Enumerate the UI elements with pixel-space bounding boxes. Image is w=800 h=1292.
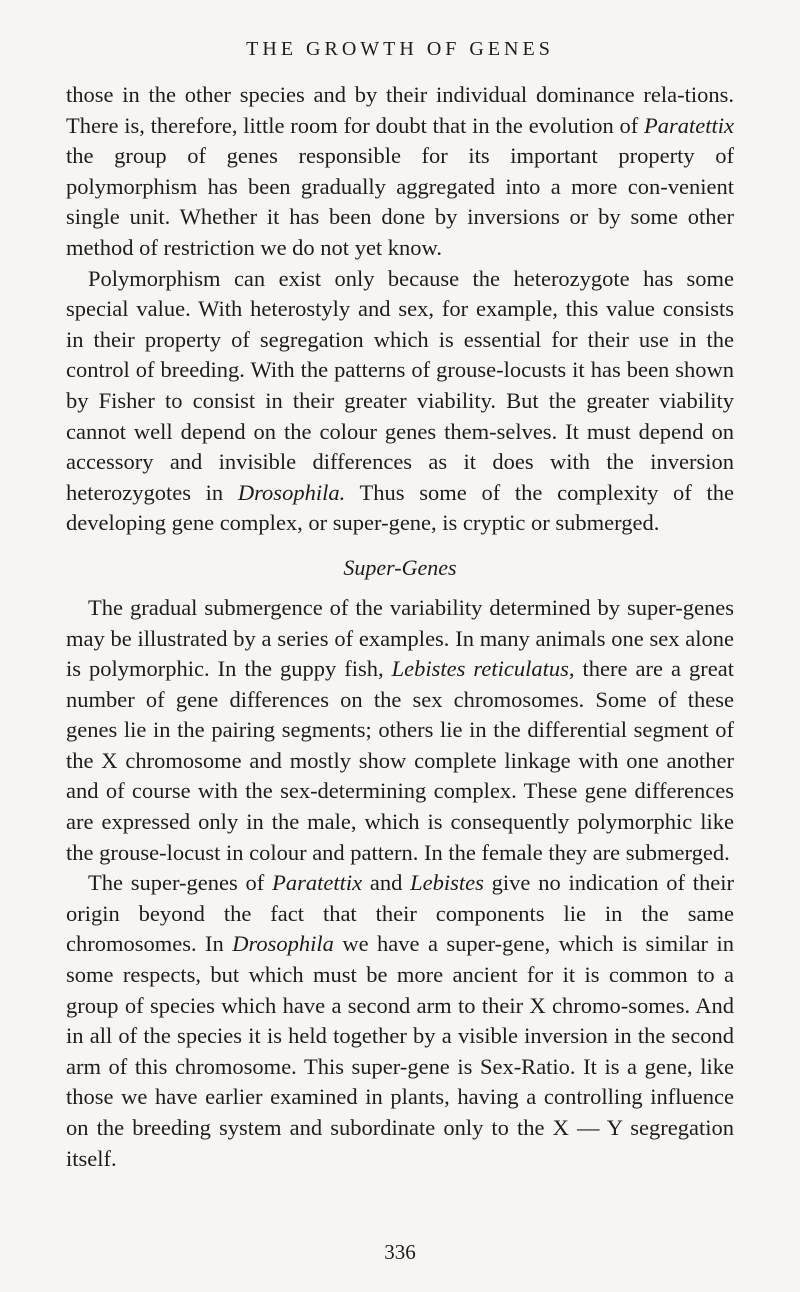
- paragraph-4-italic-c: Drosophila: [232, 931, 334, 957]
- paragraph-2-italic-a: Drosophila.: [237, 479, 346, 505]
- paragraph-1: [66, 80, 734, 264]
- paragraph-1-text-a: those in the other species and by their individual dominance rela-tions. There is, therefore, little room for doubt that in the evolution of: [66, 82, 734, 138]
- paragraph-4-text-b: and: [362, 870, 411, 896]
- paragraph-4-text-d: we have a super-gene, which is similar in some respects, but which must be more ancient for it is common to a group of species which have a second arm to their X chromo-somes. And in all of the species it is held together by a visible inversion in the second arm of this chromosome. This super-gene is Sex-Ratio. It is a gene, like those we have earlier examined in plants, having a controlling influence on the breeding system and subordinate only to the X — Y segregation itself.: [66, 931, 734, 1171]
- paragraph-2-text-b: Thus some of the complexity of the developing gene complex, or super-gene, is cryptic or submerged.: [66, 479, 734, 536]
- paragraph-3: [66, 593, 734, 868]
- paragraph-4-text-c: give no indication of their origin beyond the fact that their components lie in the same chromosomes. In: [66, 870, 734, 957]
- paragraph-3-italic-a: Lebistes reticulatus,: [391, 656, 575, 682]
- paragraph-4-italic-a: Paratettix: [272, 870, 363, 896]
- paragraph-4: [66, 868, 734, 1174]
- section-heading: Super-Genes: [343, 554, 457, 580]
- body-text: [66, 80, 734, 1174]
- paragraph-4-italic-b: Lebistes: [410, 870, 484, 896]
- paragraph-1-text-b: the group of genes responsible for its important property of polymorphism has been gradually aggregated into a more con-venient single unit. Whether it has been done by inversions or by some other method of restriction we do not yet know.: [66, 143, 734, 260]
- page-number: 336: [384, 1240, 416, 1264]
- paragraph-4-text-a: The super-genes of: [88, 870, 273, 896]
- paragraph-2: [66, 264, 734, 539]
- paragraph-3-text-b: there are a great number of gene differences on the sex chromosomes. Some of these genes lie in the pairing segments; others lie in the differential segment of the X chromosome and mostly show complete linkage with one another and of course with the sex-determining complex. These gene differences are expressed only in the male, which is consequently polymorphic like the grouse-locust in colour and pattern. In the female they are submerged.: [66, 656, 734, 865]
- paragraph-1-italic-a: Paratettix: [644, 112, 734, 138]
- running-head: THE GROWTH OF GENES: [246, 38, 554, 60]
- paragraph-2-text-a: Polymorphism can exist only because the heterozygote has some special value. With heterostyly and sex, for example, this value consists in their property of segregation which is essential for their use in the control of breeding. With the patterns of grouse-locusts it has been shown by Fisher to consist in their greater viability. But the greater viability cannot well depend on the colour genes them-selves. It must depend on accessory and invisible differences as it does with the inversion heterozygotes in: [66, 265, 734, 505]
- paragraph-3-text-a: The gradual submergence of the variability determined by super-genes may be illustrated by a series of examples. In many animals one sex alone is polymorphic. In the guppy fish,: [66, 594, 734, 682]
